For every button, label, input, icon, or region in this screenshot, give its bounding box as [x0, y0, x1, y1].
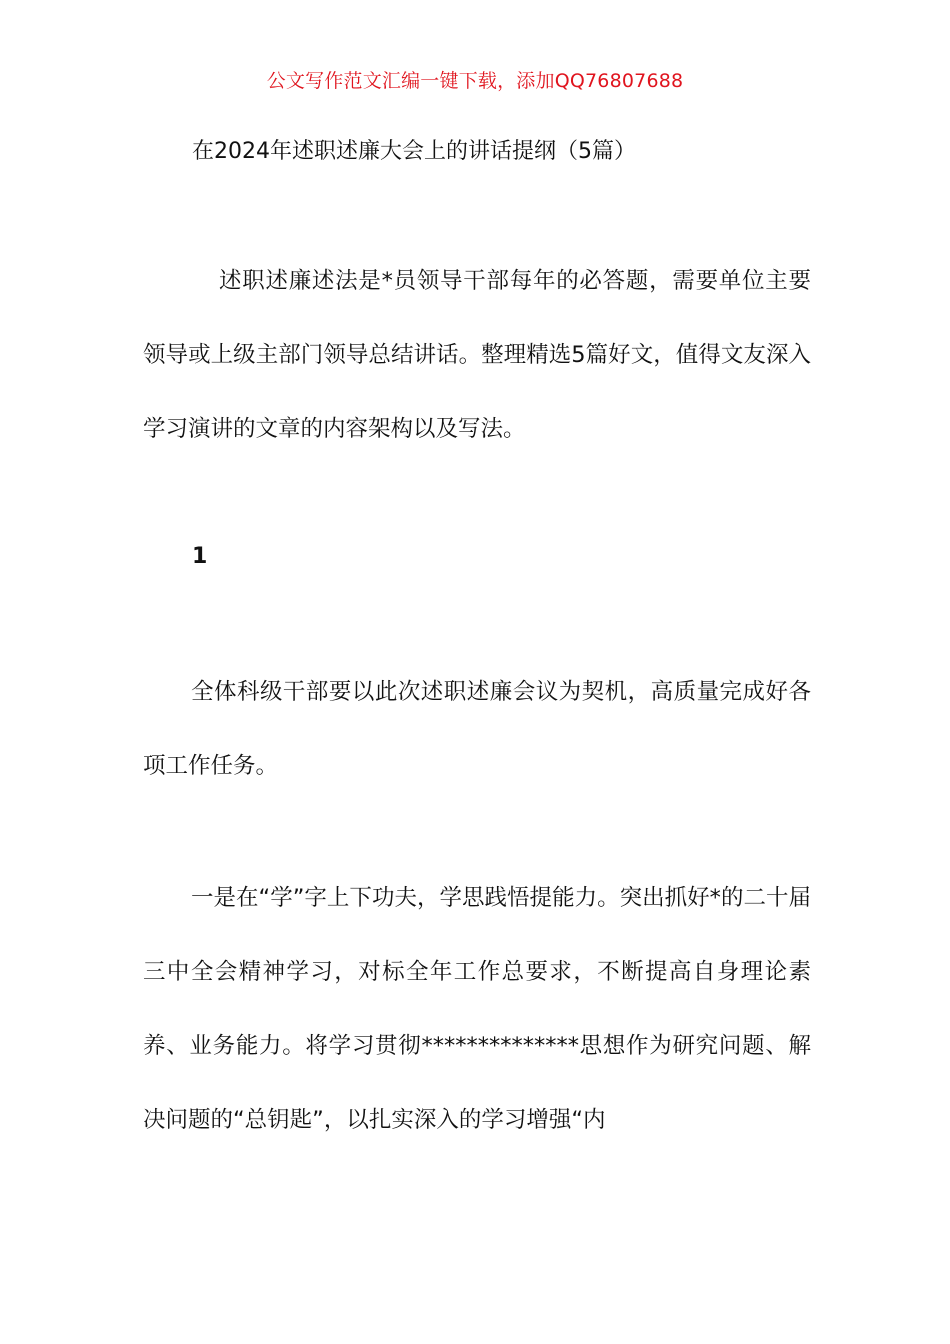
document-title: 在2024年述职述廉大会上的讲话提纲（5篇） — [192, 139, 636, 164]
section-number: 1 — [192, 544, 208, 569]
intro-paragraph: 述职述廉述法是*员领导干部每年的必答题，需要单位主要领导或上级主部门领导总结讲话。整理精选5篇好文，值得文友深入学习演讲的文章的内容架构以及写法。 — [143, 268, 811, 442]
body-paragraph-1: 全体科级干部要以此次述职述廉会议为契机，高质量完成好各项工作任务。 — [143, 679, 811, 779]
body-paragraph-2: 一是在“学”字上下功夫，学思践悟提能力。突出抓好*的二十届三中全会精神学习，对标全年工作总要求，不断提高自身理论素养、业务能力。将学习贯彻**************思想作为研究问题、解决问题的“总钥匙”，以扎实深入的学习增强“内 — [143, 885, 811, 1133]
watermark-banner: 公文写作范文汇编一键下载，添加QQ76807688 — [266, 70, 684, 92]
